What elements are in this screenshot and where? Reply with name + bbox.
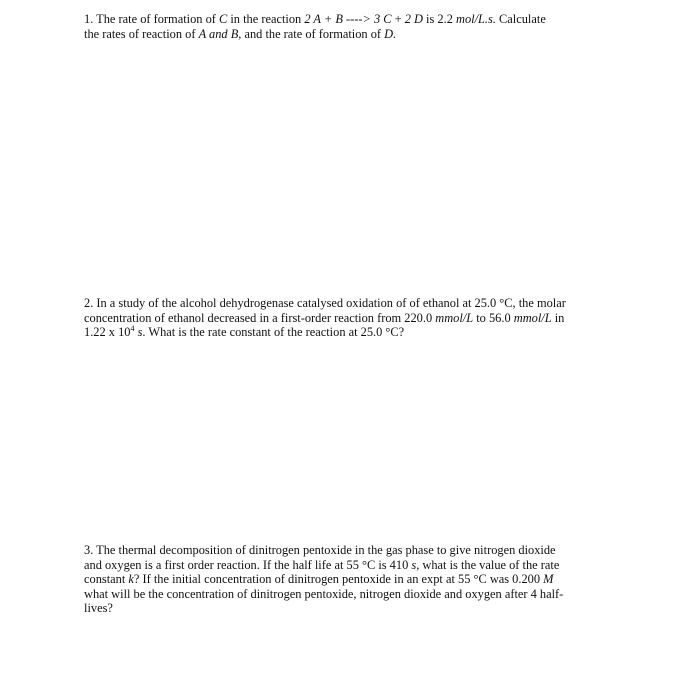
text-run: s (137, 325, 143, 340)
text-run: , what is the value of the rate (416, 557, 560, 572)
question-1-line-1 (84, 12, 604, 27)
text-run: . What is the rate constant of the reaction at 25.0 °C? (142, 325, 405, 340)
text-run: to 56.0 (473, 310, 514, 325)
text-run: 3. The thermal decomposition of dinitrogen pentoxide in the gas phase to give nitrogen dioxide (84, 543, 556, 557)
text-run: 2 D (404, 12, 423, 26)
text-run: ? If the initial concentration of dinitrogen pentoxide in an expt at 55 °C was 0.200 (133, 572, 544, 587)
text-run: Calculate (495, 12, 546, 26)
text-run: mmol/L (513, 310, 552, 325)
text-run: s (411, 557, 417, 572)
text-run: concentration of ethanol decreased in a first-order reaction from 220.0 (84, 310, 436, 325)
question-2-line-2 (84, 311, 604, 326)
question-3 (84, 543, 604, 616)
text-run: mmol/L (435, 310, 474, 325)
text-run: and the rate of formation of (241, 26, 385, 41)
text-run: + (391, 12, 405, 26)
question-2 (84, 296, 604, 340)
question-3-line-4 (84, 587, 604, 602)
text-run: D. (384, 26, 397, 41)
text-run: 2 A + B ----> 3 C (304, 12, 392, 26)
question-1 (84, 12, 604, 41)
question-3-line-3 (84, 572, 604, 587)
text-run: the rates of reaction of (84, 26, 199, 41)
text-run: A and B, (198, 26, 242, 41)
text-run: k (128, 572, 134, 587)
text-run: C (219, 12, 228, 26)
question-2-line-1 (84, 296, 604, 311)
text-run: M (543, 572, 554, 587)
text-run: 4 (130, 324, 135, 334)
text-run: 1.22 x 10 (84, 325, 131, 340)
question-1-line-2 (84, 27, 604, 42)
question-2-line-3 (84, 325, 604, 340)
text-run: in (551, 310, 565, 325)
question-3-line-2 (84, 558, 604, 573)
text-run: 1. The rate of formation of (84, 12, 219, 26)
text-run: in the reaction (227, 12, 305, 26)
question-3-line-5 (84, 601, 604, 616)
text-run: is 2.2 (422, 12, 456, 26)
text-run: mol/L.s. (456, 12, 496, 26)
text-run: what will be the concentration of dinitrogen pentoxide, nitrogen dioxide and oxygen after 4 half- (84, 586, 564, 601)
text-run: lives? (84, 601, 113, 616)
text-run: constant (84, 572, 129, 587)
text-run: and oxygen is a first order reaction. If the half life at 55 °C is 410 (84, 557, 412, 572)
text-run: 2. In a study of the alcohol dehydrogenase catalysed oxidation of of ethanol at 25.0 °C, the molar (84, 296, 566, 310)
question-3-line-1 (84, 543, 604, 558)
